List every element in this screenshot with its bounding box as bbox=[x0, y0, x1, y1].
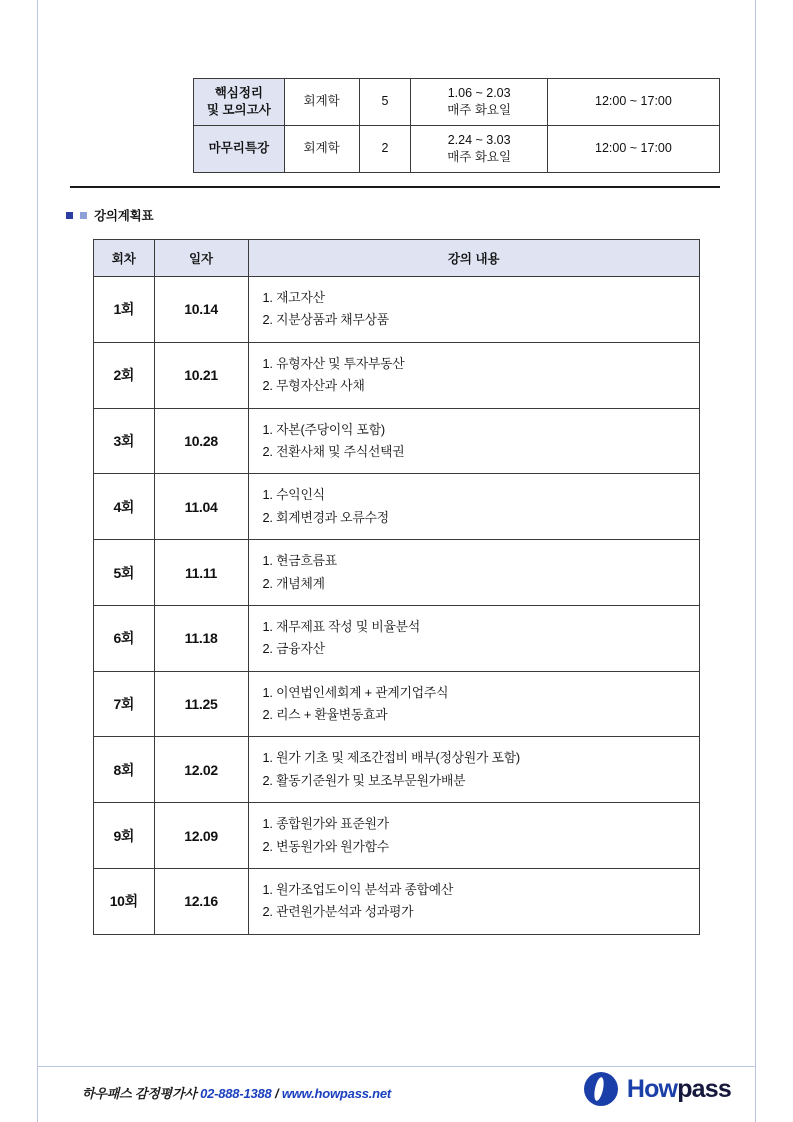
bullet-square-secondary-icon bbox=[80, 212, 87, 219]
table-row bbox=[94, 869, 700, 935]
session-cell: 2회 bbox=[94, 342, 155, 408]
section-heading bbox=[66, 206, 153, 224]
count-cell: 2 bbox=[359, 125, 411, 172]
logo-pass-text: pass bbox=[677, 1074, 731, 1103]
session-cell: 8회 bbox=[94, 737, 155, 803]
content-line-2: 2. 리스 + 환율변동효과 bbox=[262, 707, 388, 723]
footer-website: www.howpass.net bbox=[281, 1086, 392, 1101]
footer-divider bbox=[37, 1066, 756, 1067]
footer-contact bbox=[82, 1083, 391, 1102]
date-cell: 11.04 bbox=[154, 474, 248, 540]
table-row bbox=[70, 79, 720, 126]
content-line-1: 1. 유형자산 및 투자부동산 bbox=[262, 355, 405, 371]
lecture-plan-table-wrap bbox=[93, 239, 700, 935]
table-row bbox=[94, 342, 700, 408]
session-cell: 9회 bbox=[94, 803, 155, 869]
empty-cell bbox=[70, 125, 193, 172]
count-cell: 5 bbox=[359, 79, 411, 126]
howpass-mark-icon bbox=[584, 1072, 618, 1106]
content-cell bbox=[248, 342, 699, 408]
content-line-1: 1. 현금흐름표 bbox=[262, 553, 337, 569]
period-dates: 2.24 ~ 3.03 bbox=[447, 132, 511, 147]
content-cell bbox=[248, 605, 699, 671]
course-label bbox=[193, 79, 284, 126]
session-cell: 3회 bbox=[94, 408, 155, 474]
content-line-2: 2. 전환사채 및 주식선택권 bbox=[262, 443, 405, 459]
footer-brand: 하우패스 감정평가사 bbox=[82, 1086, 197, 1101]
content-line-2: 2. 변동원가와 원가함수 bbox=[262, 838, 389, 854]
content-line-2: 2. 개념체계 bbox=[262, 575, 325, 591]
bullet-square-icon bbox=[66, 212, 73, 219]
session-cell: 1회 bbox=[94, 277, 155, 343]
table-row bbox=[94, 408, 700, 474]
table-row bbox=[70, 125, 720, 172]
date-cell: 12.02 bbox=[154, 737, 248, 803]
content-cell bbox=[248, 540, 699, 606]
content-cell bbox=[248, 277, 699, 343]
date-cell: 10.14 bbox=[154, 277, 248, 343]
course-label-line1: 핵심정리 bbox=[214, 86, 263, 100]
period-cell bbox=[411, 79, 547, 126]
course-label-line2: 및 모의고사 bbox=[206, 102, 271, 117]
content-cell bbox=[248, 671, 699, 737]
content-cell bbox=[248, 869, 699, 935]
period-weekday: 매주 화요일 bbox=[447, 102, 512, 117]
period-cell bbox=[411, 125, 547, 172]
column-header-date: 일자 bbox=[154, 240, 248, 277]
subject-cell: 회계학 bbox=[284, 125, 359, 172]
lecture-plan-table bbox=[93, 239, 700, 935]
date-cell: 11.25 bbox=[154, 671, 248, 737]
page-border-right bbox=[755, 0, 756, 1122]
session-cell: 4회 bbox=[94, 474, 155, 540]
content-line-1: 1. 수익인식 bbox=[262, 487, 325, 503]
content-line-2: 2. 무형자산과 사채 bbox=[262, 378, 365, 394]
table-row bbox=[94, 803, 700, 869]
schedule-table bbox=[70, 78, 720, 173]
schedule-table-continuation bbox=[70, 78, 720, 173]
content-line-2: 2. 지분상품과 채무상품 bbox=[262, 312, 389, 328]
content-cell bbox=[248, 737, 699, 803]
content-line-2: 2. 금융자산 bbox=[262, 641, 325, 657]
date-cell: 12.09 bbox=[154, 803, 248, 869]
content-line-1: 1. 이연법인세회계 + 관계기업주식 bbox=[262, 684, 449, 700]
content-line-1: 1. 원가조업도이익 분석과 종합예산 bbox=[262, 882, 454, 898]
time-cell: 12:00 ~ 17:00 bbox=[547, 79, 719, 126]
content-line-2: 2. 회계변경과 오류수정 bbox=[262, 509, 389, 525]
date-cell: 12.16 bbox=[154, 869, 248, 935]
period-dates: 1.06 ~ 2.03 bbox=[447, 86, 511, 100]
footer-phone: 02-888-1388 bbox=[200, 1086, 272, 1101]
date-cell: 10.28 bbox=[154, 408, 248, 474]
section-divider-rule bbox=[70, 186, 720, 188]
date-cell: 11.18 bbox=[154, 605, 248, 671]
content-line-1: 1. 원가 기초 및 제조간접비 배부(정상원가 포함) bbox=[262, 750, 520, 766]
period-weekday: 매주 화요일 bbox=[447, 149, 512, 164]
empty-cell bbox=[70, 79, 193, 126]
table-header-row bbox=[94, 240, 700, 277]
session-cell: 10회 bbox=[94, 869, 155, 935]
content-line-1: 1. 종합원가와 표준원가 bbox=[262, 816, 389, 832]
column-header-content: 강의 내용 bbox=[248, 240, 699, 277]
session-cell: 6회 bbox=[94, 605, 155, 671]
content-cell bbox=[248, 408, 699, 474]
table-row bbox=[94, 671, 700, 737]
howpass-logo bbox=[584, 1072, 731, 1106]
table-row bbox=[94, 605, 700, 671]
table-row bbox=[94, 540, 700, 606]
time-cell: 12:00 ~ 17:00 bbox=[547, 125, 719, 172]
logo-how-text: How bbox=[626, 1074, 678, 1103]
section-title: 강의계획표 bbox=[94, 209, 154, 223]
table-row bbox=[94, 737, 700, 803]
content-line-2: 2. 활동기준원가 및 보조부문원가배분 bbox=[262, 772, 466, 788]
subject-cell: 회계학 bbox=[284, 79, 359, 126]
table-row bbox=[94, 474, 700, 540]
course-label: 마무리특강 bbox=[193, 125, 284, 172]
howpass-wordmark bbox=[627, 1075, 731, 1104]
page-border-left bbox=[37, 0, 38, 1122]
content-line-1: 1. 재무제표 작성 및 비율분석 bbox=[262, 618, 420, 634]
footer-separator: / bbox=[275, 1086, 279, 1101]
content-line-1: 1. 자본(주당이익 포함) bbox=[262, 421, 385, 437]
table-row bbox=[94, 277, 700, 343]
date-cell: 11.11 bbox=[154, 540, 248, 606]
session-cell: 7회 bbox=[94, 671, 155, 737]
content-line-2: 2. 관련원가분석과 성과평가 bbox=[262, 904, 414, 920]
content-cell bbox=[248, 803, 699, 869]
date-cell: 10.21 bbox=[154, 342, 248, 408]
session-cell: 5회 bbox=[94, 540, 155, 606]
column-header-session: 회차 bbox=[94, 240, 155, 277]
content-cell bbox=[248, 474, 699, 540]
content-line-1: 1. 재고자산 bbox=[262, 290, 325, 305]
